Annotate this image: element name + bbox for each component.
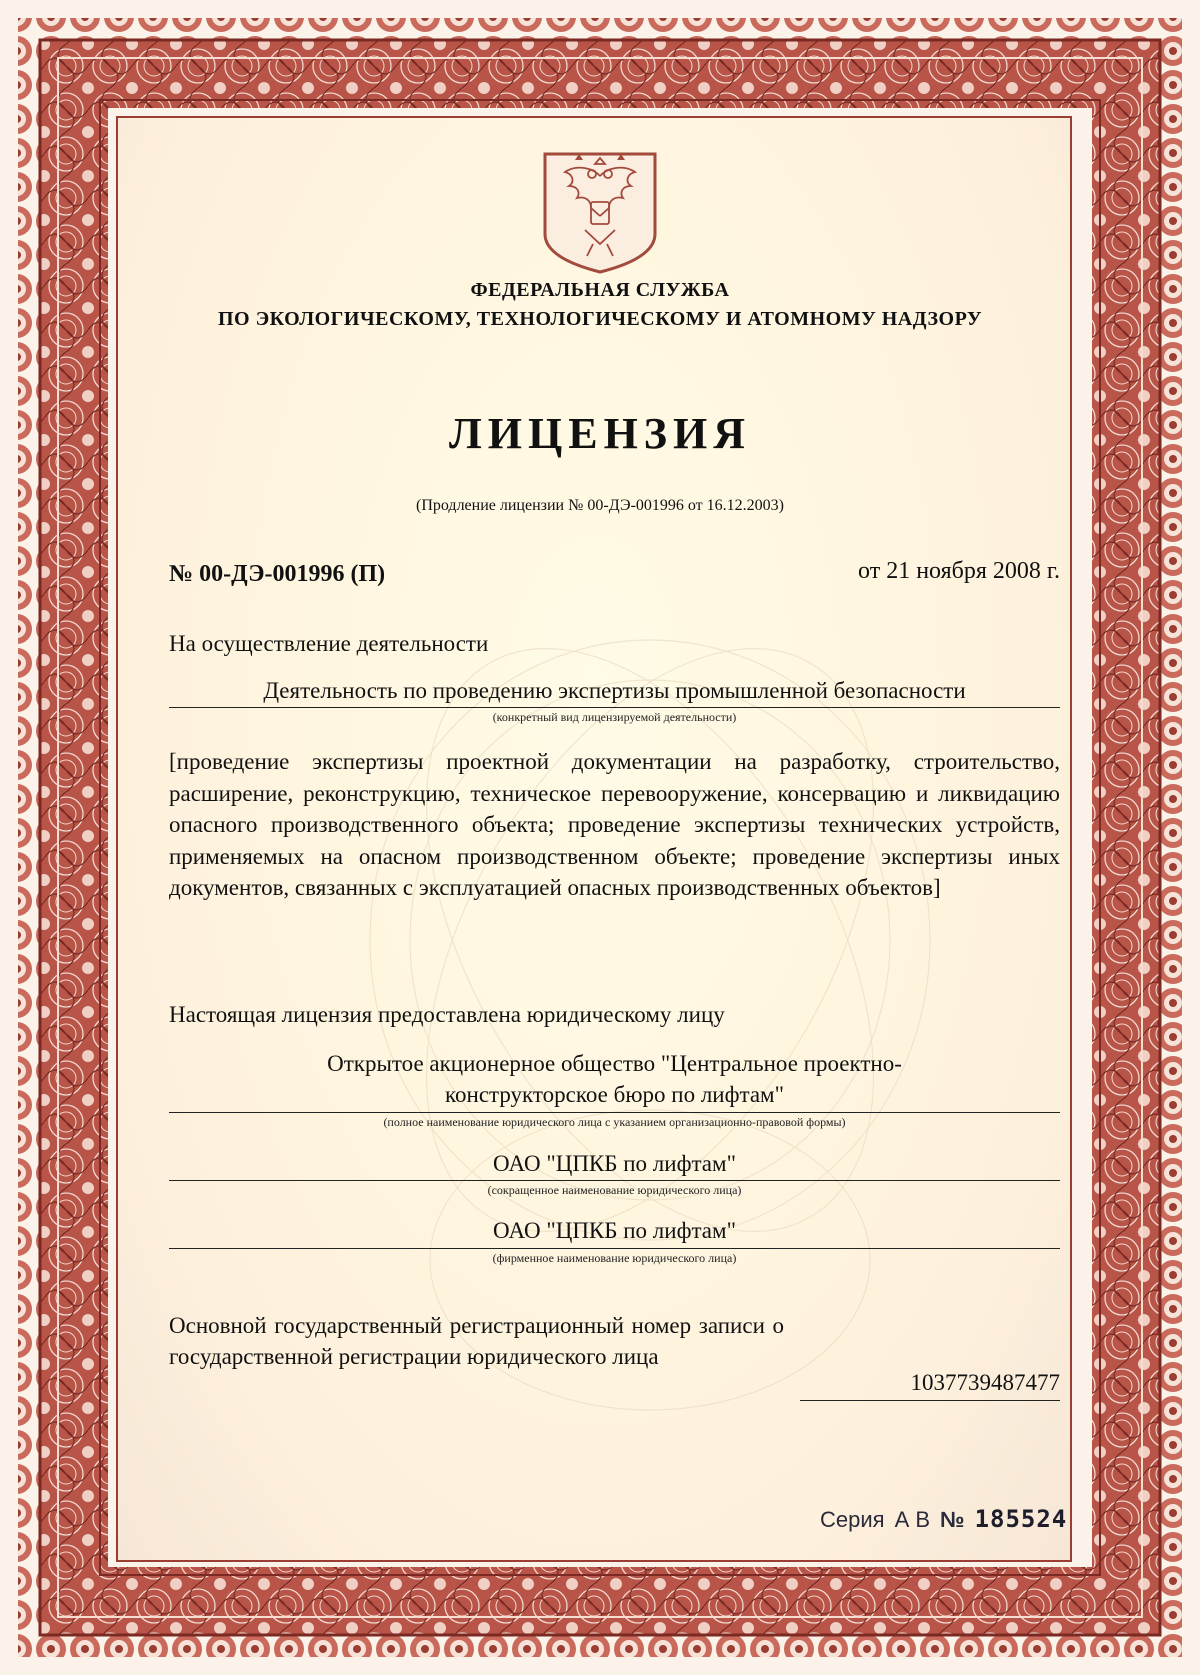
activity-type-underline xyxy=(169,707,1060,708)
license-date: от 21 ноября 2008 г. xyxy=(858,558,1060,584)
holder-short-name: ОАО "ЦПКБ по лифтам" xyxy=(493,1151,736,1176)
registration-number-underline xyxy=(800,1400,1060,1401)
coat-of-arms-emblem xyxy=(535,146,665,276)
registration-label: Основной государственный регистрационный номер записи о государственной регистрации юридического лица xyxy=(169,1313,784,1369)
series-letters: А В xyxy=(894,1507,931,1532)
holder-short-name-caption: (сокращенное наименование юридического лица) xyxy=(487,1183,742,1197)
series-block xyxy=(820,1505,1067,1533)
registration-number: 1037739487477 xyxy=(910,1370,1060,1395)
holder-full-name-caption: (полное наименование юридического лица с указанием организационно-правовой формы) xyxy=(383,1115,846,1129)
activity-type: Деятельность по проведению экспертизы промышленной безопасности xyxy=(263,678,966,703)
license-number: № 00-ДЭ-001996 (П) xyxy=(169,561,386,587)
holder-full-name-line2: конструкторское бюро по лифтам" xyxy=(445,1082,784,1107)
holder-full-name-underline xyxy=(169,1112,1060,1113)
holder-brand-name: ОАО "ЦПКБ по лифтам" xyxy=(493,1218,736,1243)
activity-details: [проведение экспертизы проектной документации на разработку, строительство, расширение, реконструкцию, техническое перевооружение, консервацию и ликвидацию опасного производственного объекта; проведение экспертизы технических устройств, применяемых на опасном производственном объекте; проведение экспертизы иных документов, связанных с эксплуатацией опасных производственных объектов] xyxy=(169,749,1060,900)
renewal-note: (Продление лицензии № 00-ДЭ-001996 от 16.12.2003) xyxy=(416,497,784,514)
activity-type-caption: (конкретный вид лицензируемой деятельности) xyxy=(492,710,737,724)
holder-short-name-underline xyxy=(169,1180,1060,1181)
holder-full-name-line1: Открытое акционерное общество "Центральное проектно- xyxy=(327,1051,902,1076)
document-title: ЛИЦЕНЗИЯ xyxy=(448,409,752,458)
holder-intro: Настоящая лицензия предоставлена юридическому лицу xyxy=(169,1002,725,1027)
series-number: 185524 xyxy=(974,1505,1068,1533)
series-label: Серия xyxy=(820,1507,885,1532)
activity-intro: На осуществление деятельности xyxy=(169,631,489,656)
holder-brand-name-underline xyxy=(169,1248,1060,1249)
series-number-sign: № xyxy=(940,1507,965,1532)
agency-name-line1: ФЕДЕРАЛЬНАЯ СЛУЖБА xyxy=(470,279,730,301)
agency-name-line2: ПО ЭКОЛОГИЧЕСКОМУ, ТЕХНОЛОГИЧЕСКОМУ И АТОМНОМУ НАДЗОРУ xyxy=(217,308,983,330)
holder-brand-name-caption: (фирменное наименование юридического лица) xyxy=(492,1251,737,1265)
